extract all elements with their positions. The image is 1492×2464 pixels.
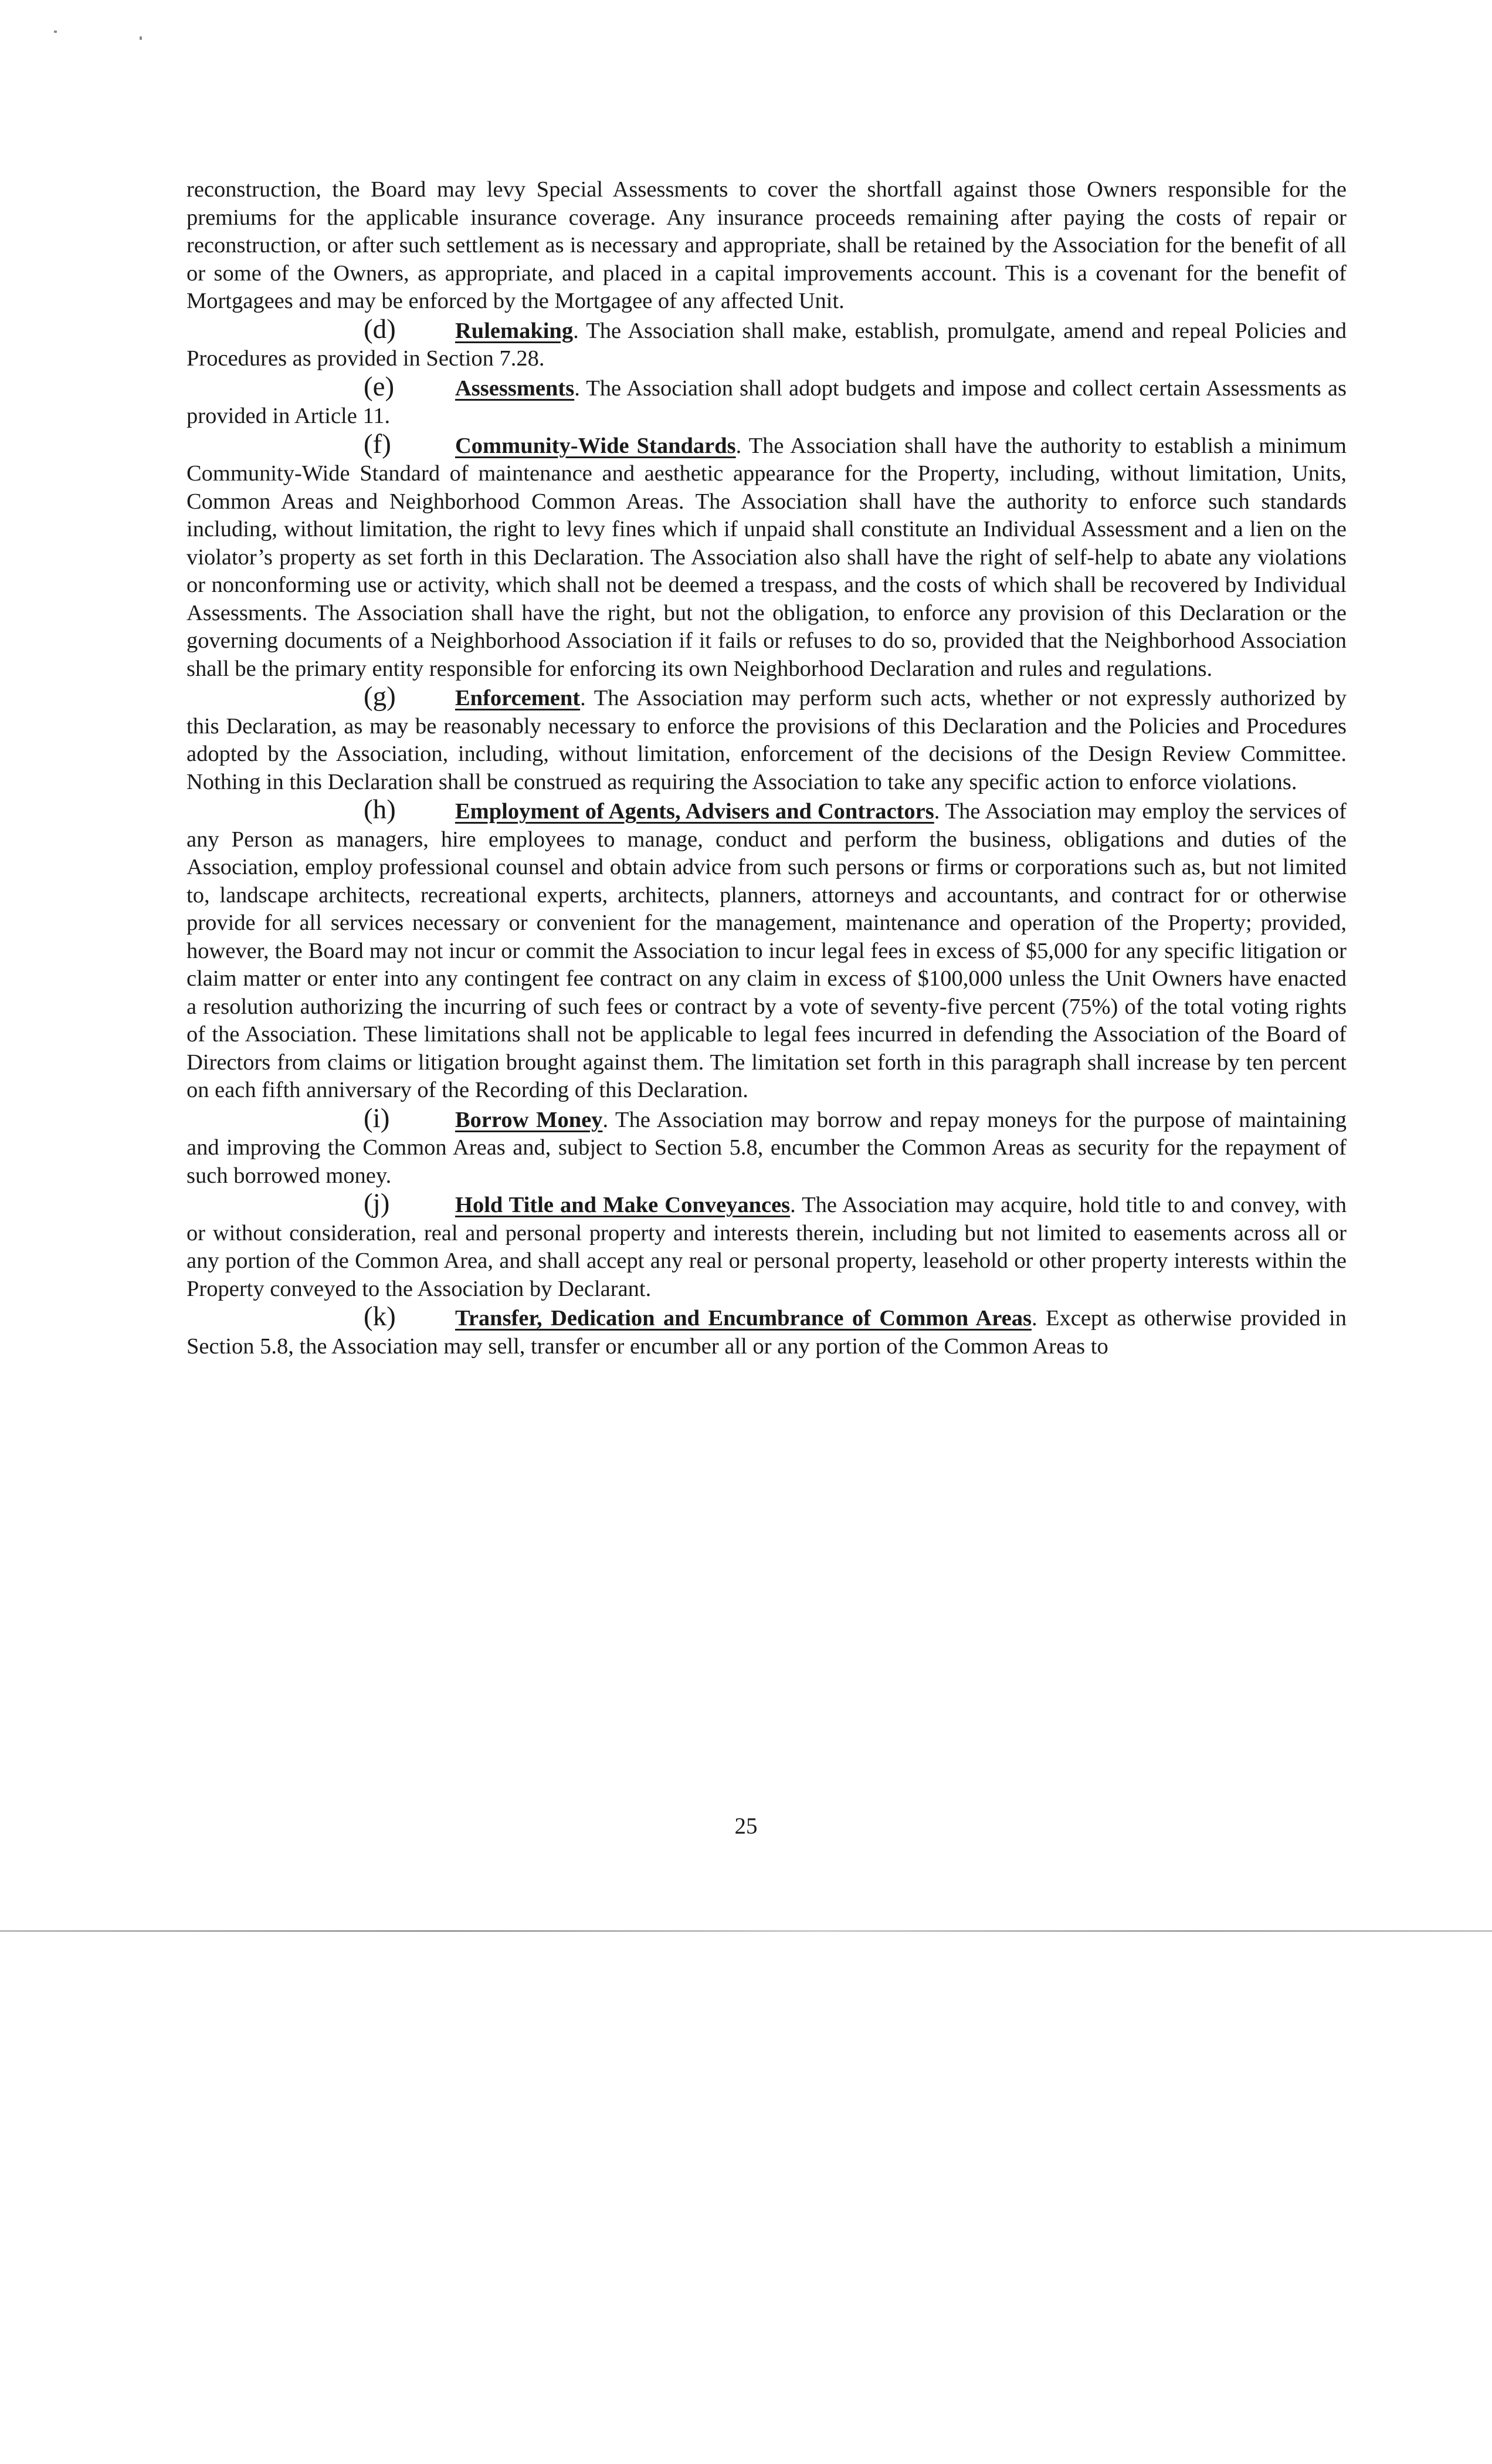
section-body: . The Association shall adopt budgets and impose and collect certain Assessments as provided in Article 11. [186, 375, 1347, 428]
section-e [186, 373, 1347, 431]
section-heading: Rulemaking [455, 318, 574, 343]
document-page [186, 176, 1347, 1360]
section-heading: Community-Wide Standards [455, 433, 736, 458]
scan-speck [54, 31, 57, 33]
section-body: . The Association may employ the services of any Person as managers, hire employees to manage, conduct and perform the business, obligations and duties of the Association, employ professional counsel and obtain advice from such persons or firms or corporations such as, but not limited to, landscape architects, recreational experts, architects, planners, attorneys and accountants, and contract for or otherwise provide for all services necessary or convenient for the management, maintenance and operation of the Property; provided, however, the Board may not incur or commit the Association to incur legal fees in excess of $5,000 for any specific litigation or claim matter or enter into any contingent fee contract on any claim in excess of $100,000 unless the Unit Owners have enacted a resolution authorizing the incurring of such fees or contract by a vote of seventy-five percent (75%) of the total voting rights of the Association. These limitations shall not be applicable to legal fees incurred in defending the Association of the Board of Directors from claims or litigation brought against them. The limitation set forth in this paragraph shall increase by ten percent on each fifth anniversary of the Recording of this Declaration. [186, 799, 1347, 1102]
section-f [186, 428, 1347, 683]
section-letter: (f) [364, 428, 391, 459]
section-heading: Enforcement [455, 686, 581, 710]
section-heading: Transfer, Dedication and Encumbrance of Common Areas [455, 1306, 1032, 1331]
section-heading: Hold Title and Make Conveyances [455, 1193, 791, 1217]
section-heading: Borrow Money [455, 1107, 603, 1132]
section-letter: (g) [364, 681, 396, 712]
section-h [186, 796, 1347, 1105]
page-number: 25 [734, 1813, 758, 1839]
section-body: . The Association may borrow and repay moneys for the purpose of maintaining and improving the Common Areas and, subject to Section 5.8, encumber the Common Areas as security for the repayment of such borrowed money. [186, 1107, 1347, 1188]
section-d [186, 313, 1347, 373]
section-heading: Assessments [455, 375, 575, 401]
section-body: . The Association may acquire, hold title to and convey, with or without consideration, real and personal property and interests therein, including but not limited to easements across all or any portion of the Common Area, and shall accept any real or personal property, leasehold or other property interests within the Property conveyed to the Association by Declarant. [186, 1193, 1347, 1301]
section-letter: (d) [364, 313, 396, 344]
section-g [186, 683, 1347, 796]
section-body: . Except as otherwise provided in Section 5.8, the Association may sell, transfer or encumber all or any portion of the Common Areas to [186, 1306, 1347, 1359]
section-body: . The Association shall have the authority to establish a minimum Community-Wide Standard of maintenance and aesthetic appearance for the Property, including, without limitation, Units, Common Areas and Neighborhood Common Areas. The Association shall have the authority to enforce such standards including, without limitation, the right to levy fines which if unpaid shall constitute an Individual Assessment and a lien on the violator’s property as set forth in this Declaration. The Association also shall have the right of self-help to abate any violations or nonconforming use or activity, which shall not be deemed a trespass, and the costs of which shall be recovered by Individual Assessments. The Association shall have the right, but not the obligation, to enforce any provision of this Declaration or the governing documents of a Neighborhood Association if it fails or refuses to do so, provided that the Neighborhood Association shall be the primary entity responsible for enforcing its own Neighborhood Declaration and rules and regulations. [186, 433, 1347, 681]
section-j [186, 1190, 1347, 1303]
section-letter: (i) [364, 1102, 390, 1133]
section-letter: (j) [364, 1188, 390, 1219]
section-body: . The Association may perform such acts, whether or not expressly authorized by this Declaration, as may be reasonably necessary to enforce the provisions of this Declaration and the Policies and Procedures adopted by the Association, including, without limitation, enforcement of the decisions of the Design Review Committee. Nothing in this Declaration shall be construed as requiring the Association to take any specific action to enforce violations. [186, 686, 1347, 794]
section-letter: (k) [364, 1301, 396, 1332]
section-i [186, 1102, 1347, 1190]
section-k [186, 1303, 1347, 1360]
section-letter: (h) [364, 794, 396, 825]
section-body: . The Association shall make, establish, promulgate, amend and repeal Policies and Procedures as provided in Section 7.28. [186, 318, 1347, 371]
section-letter: (e) [364, 371, 395, 402]
scan-edge-line [0, 1930, 1492, 1932]
intro-paragraph: reconstruction, the Board may levy Special Assessments to cover the shortfall against those Owners responsible for the premiums for the applicable insurance coverage. Any insurance proceeds remaining after paying the costs of repair or reconstruction, or after such settlement as is necessary and appropriate, shall be retained by the Association for the benefit of all or some of the Owners, as appropriate, and placed in a capital improvements account. This is a covenant for the benefit of Mortgagees and may be enforced by the Mortgagee of any affected Unit. [186, 177, 1347, 313]
section-heading: Employment of Agents, Advisers and Contractors [455, 799, 934, 824]
scan-speck [140, 36, 142, 40]
